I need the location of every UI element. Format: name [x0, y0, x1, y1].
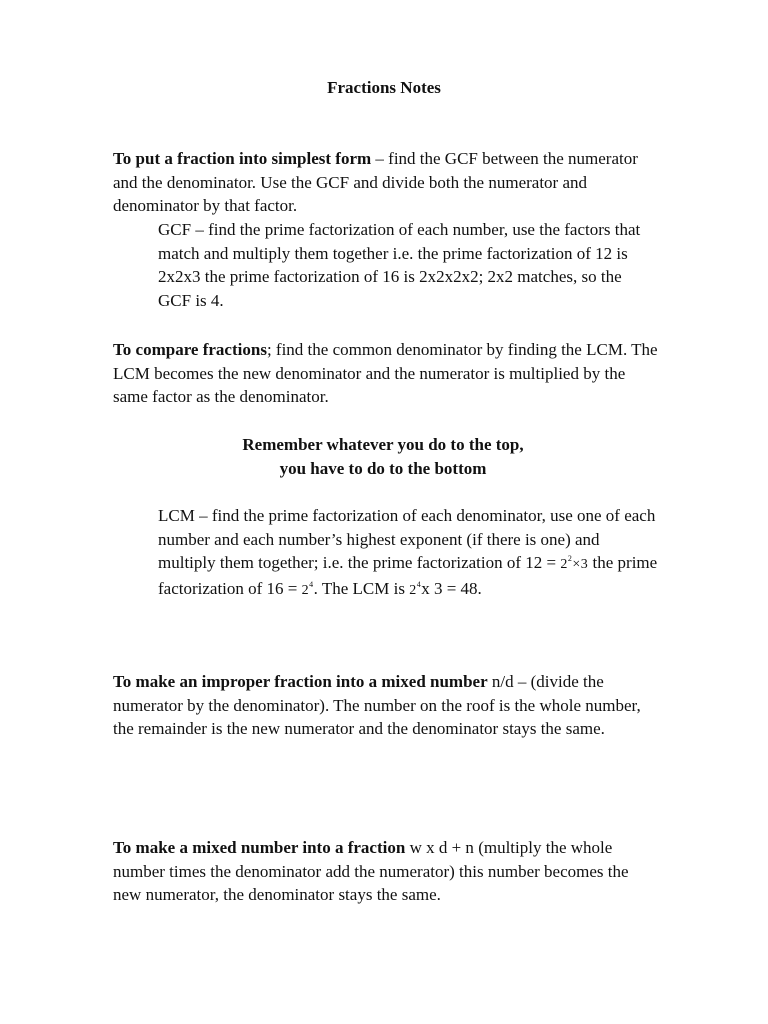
lcm-math-16: $2^4$ — [301, 579, 314, 598]
page-title: Fractions Notes — [327, 78, 441, 97]
remember-note — [113, 433, 653, 480]
simplest-form-paragraph — [113, 147, 661, 218]
mixed-formula: w x d + n — [405, 838, 474, 857]
improper-formula: n/d – — [487, 672, 527, 691]
simplest-form-heading: To put a fraction into simplest form — [113, 149, 372, 168]
mixed-heading: To make a mixed number into a fraction — [113, 838, 406, 857]
compare-heading: To compare fractions — [113, 340, 267, 359]
improper-heading: To make an improper fraction into a mixed number — [113, 672, 488, 691]
lcm-text-b: the prime factorization of 16 = — [158, 553, 658, 598]
mixed-paragraph — [113, 836, 661, 907]
gcf-text: GCF – find the prime factorization of each number, use the factors that match and multiply them together i.e. the prime factorization of 12 is 2x2x3 the prime factorization of 16 is 2x2x2x2; 2x2 matches, so the GCF is 4. — [158, 220, 641, 310]
compare-text: ; find the common denominator by finding the LCM. The LCM becomes the new denominator and the numerator is multiplied by the same factor as the denominator. — [113, 340, 658, 406]
improper-paragraph — [113, 670, 661, 741]
mixed-text: (multiply the whole number times the denominator add the numerator) this number becomes the new numerator, the denominator stays the same. — [113, 838, 629, 904]
gcf-paragraph — [158, 218, 658, 312]
improper-text: (divide the numerator by the denominator). The number on the roof is the whole number, the remainder is the new numerator and the denominator stays the same. — [113, 672, 641, 738]
remember-line-1: Remember whatever you do to the top, — [242, 435, 524, 454]
lcm-text-a: LCM – find the prime factorization of each denominator, use one of each number and each number’s highest exponent (if there is one) and multiply them together; i.e. the prime factorization of 12 = — [158, 506, 656, 572]
lcm-math-result: $2^4$ — [409, 579, 422, 598]
simplest-form-text: – find the GCF between the numerator and the denominator. Use the GCF and divide both the numerator and denominator by that factor. — [113, 149, 638, 215]
compare-paragraph — [113, 338, 661, 409]
lcm-paragraph — [158, 504, 658, 602]
lcm-math-12: $2^2\times 3$ — [560, 554, 589, 572]
remember-line-2: you have to do to the bottom — [279, 458, 487, 478]
lcm-text-d: x 3 = 48. — [421, 578, 482, 598]
lcm-text-c: . The LCM is — [313, 578, 410, 598]
